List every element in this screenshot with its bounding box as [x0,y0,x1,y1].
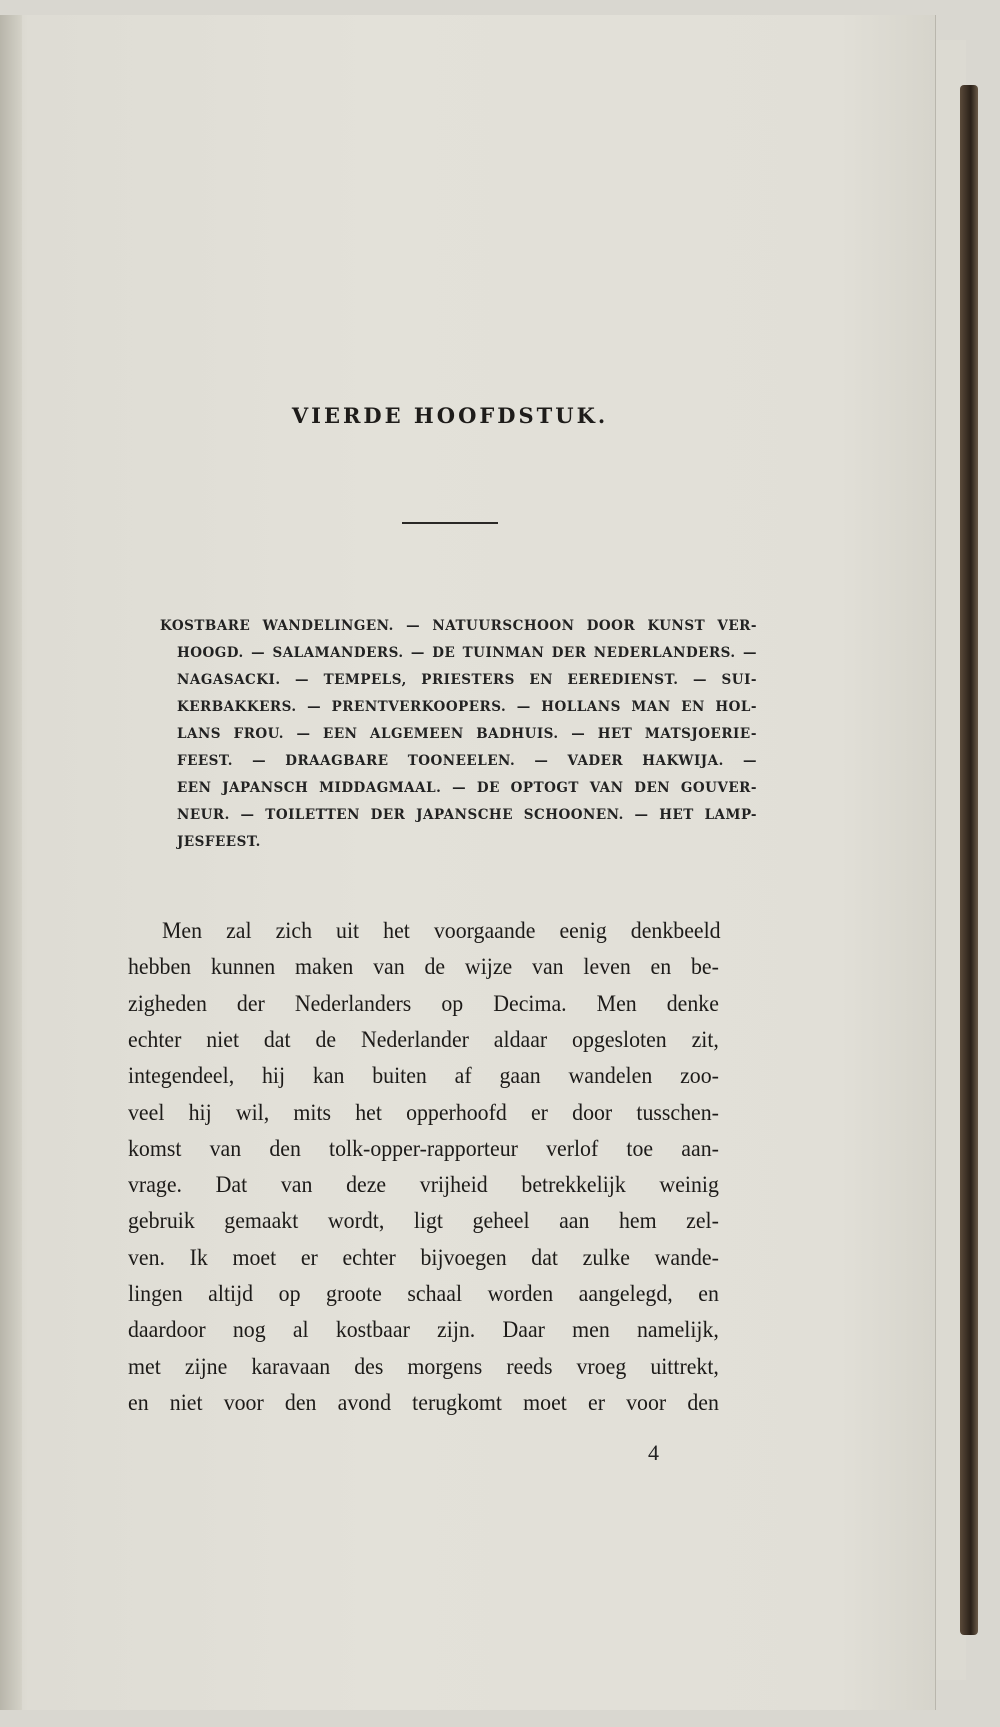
summary-line: LANS FROU. — EEN ALGEMEEN BADHUIS. — HET MATSJOERIE- [177,726,757,742]
body-line: echter niet dat de Nederlander aldaar opgesloten zit, [128,1026,719,1052]
body-line: hebben kunnen maken van de wijze van leven en be- [128,954,719,980]
body-line: komst van den tolk-opper-rapporteur verlof toe aan- [128,1135,719,1161]
body-line: veel hij wil, mits het opperhoofd er door tusschen- [128,1099,719,1125]
body-line: zigheden der Nederlanders op Decima. Men denke [128,990,719,1016]
summary-line: NAGASACKI. — TEMPELS, PRIESTERS EN EEREDIENST. — SUI- [177,672,757,688]
summary-line: EEN JAPANSCH MIDDAGMAAL. — DE OPTOGT VAN DEN GOUVER- [177,780,757,796]
body-line: gebruik gemaakt wordt, ligt geheel aan hem zel- [128,1208,719,1234]
body-line: vrage. Dat van deze vrijheid betrekkelijk weinig [128,1172,719,1198]
book-page [0,15,936,1710]
body-line: met zijne karavaan des morgens reeds vroeg uittrekt, [128,1353,719,1379]
body-line: integendeel, hij kan buiten af gaan wandelen zoo- [128,1063,719,1089]
body-line: Men zal zich uit het voorgaande eenig denkbeeld [162,918,721,943]
summary-line: NEUR. — TOILETTEN DER JAPANSCHE SCHOONEN. — HET LAMP- [177,807,757,823]
summary-line: FEEST. — DRAAGBARE TOONEELEN. — VADER HAKWIJA. — [177,753,757,769]
summary-line: KERBAKKERS. — PRENTVERKOOPERS. — HOLLANS MAN EN HOL- [177,699,757,715]
body-line: lingen altijd op groote schaal worden aangelegd, en [128,1281,719,1306]
page-number: 4 [648,1440,659,1465]
summary-line: HOOGD. — SALAMANDERS. — DE TUINMAN DER NEDERLANDERS. — [177,645,757,661]
chapter-title: VIERDE HOOFDSTUK. [291,403,609,428]
summary-line: KOSTBARE WANDELINGEN. — NATUURSCHOON DOOR KUNST VER- [160,618,757,634]
body-line: daardoor nog al kostbaar zijn. Daar men namelijk, [128,1317,719,1343]
book-spine [960,85,978,1635]
body-line: en niet voor den avond terugkomt moet er voor den [128,1389,719,1415]
page-gutter [0,15,22,1710]
body-line: ven. Ik moet er echter bijvoegen dat zulke wande- [128,1244,719,1270]
summary-line: JESFEEST. [177,834,261,850]
divider-rule [402,522,498,524]
